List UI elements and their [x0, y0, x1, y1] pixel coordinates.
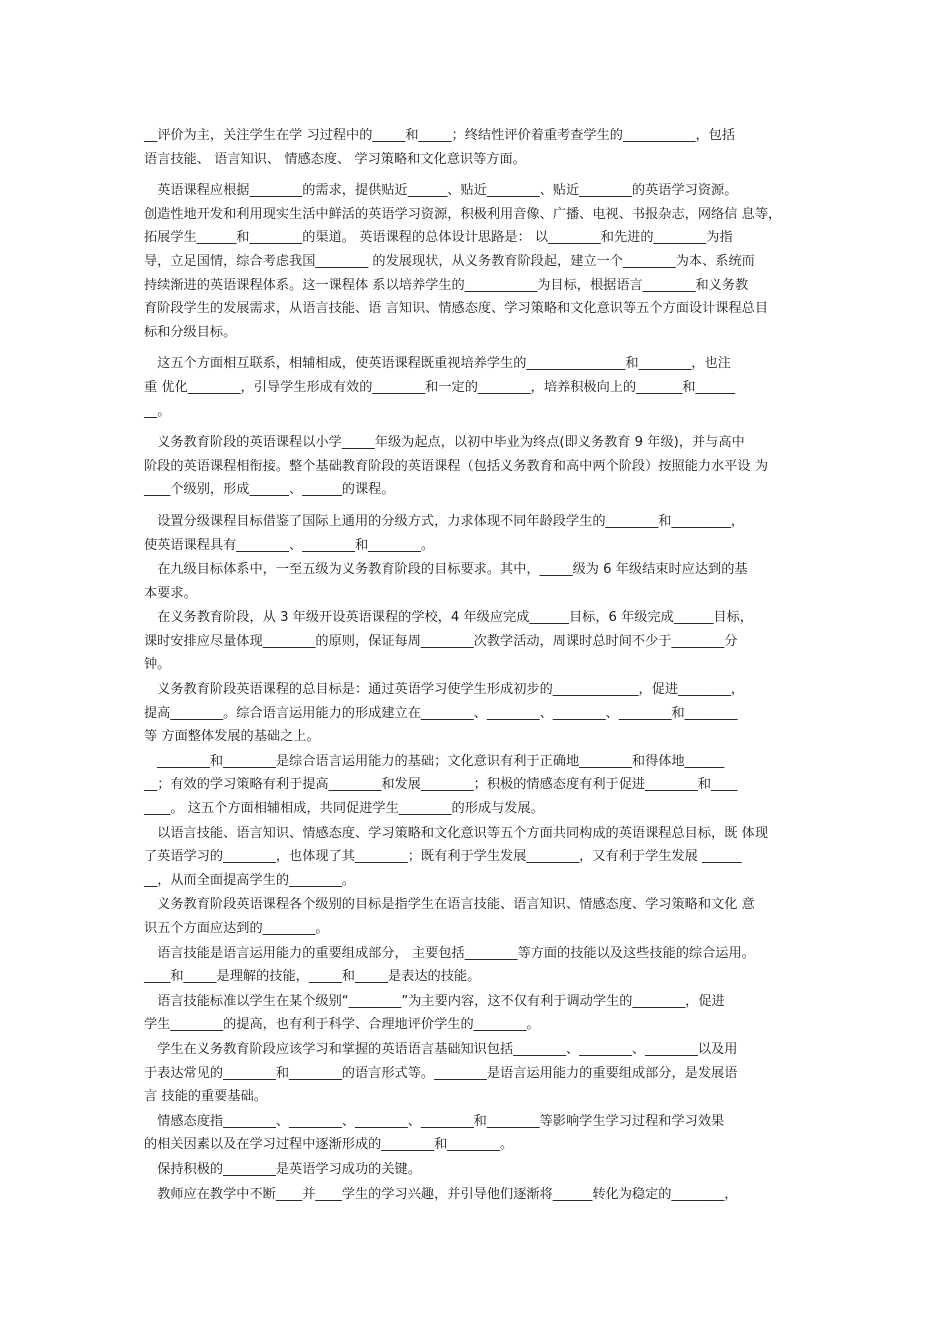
- text-line: 这五个方面相互联系，相辅相成，使英语课程既重视培养学生的_______________和________，也注: [144, 356, 731, 372]
- text-line: 的相关因素以及在学习过程中逐渐形成的________和________。: [144, 1137, 514, 1153]
- text-line: 持续渐进的英语课程体系。这一课程体 系以培养学生的___________为目标，根据语言________和义务教: [144, 277, 749, 293]
- text-line: 拓展学生______和________的渠道。 英语课程的总体设计思路是： 以________和先进的________为指: [144, 230, 733, 246]
- paragraph-language-skills: [144, 942, 814, 989]
- paragraph-language-knowledge: [144, 1038, 814, 1109]
- text-line: 语言技能标准以学生在某个级别“________”为主要内容，这不仅有利于调动学生的________，促进: [144, 993, 725, 1009]
- paragraph-resources: [144, 179, 814, 344]
- text-line: 设置分级课程目标借鉴了国际上通用的分级方式，力求体现不同年龄段学生的________和_________，: [144, 513, 745, 529]
- text-line: 语言技能是语言运用能力的重要组成部分， 主要包括________等方面的技能以及这些技能的综合运用。: [144, 945, 755, 961]
- text-line: 在义务教育阶段，从 3 年级开设英语课程的学校，4 年级应完成______目标，6 年级完成______目标，: [144, 610, 753, 626]
- text-line: 以语言技能、语言知识、情感态度、学习策略和文化意识等五个方面共同构成的英语课程总目标，既 体现: [144, 825, 769, 841]
- paragraph-total-goal: [144, 822, 814, 893]
- text-line: 义务教育阶段的英语课程以小学_____年级为起点，以初中毕业为终点(即义务教育 9 年级)，并与高中: [144, 435, 745, 451]
- paragraph-assessment: [144, 124, 814, 171]
- text-line: 言 技能的重要基础。: [144, 1089, 267, 1105]
- text-line: ____个级别，形成______、______的课程。: [144, 482, 395, 498]
- paragraph-five-aspects: [144, 352, 814, 423]
- text-line: 义务教育阶段英语课程各个级别的目标是指学生在语言技能、语言知识、情感态度、学习策略和文化 意: [144, 897, 755, 913]
- text-line: 标和分级目标。: [144, 324, 237, 340]
- paragraph-skill-standards: [144, 990, 814, 1037]
- paragraph-level-goals: [144, 893, 814, 940]
- text-line: __；有效的学习策略有利于提高________和发展________；积极的情感态度有利于促进________和____: [144, 777, 738, 793]
- text-line: 使英语课程具有________、________和________。: [144, 537, 435, 553]
- text-line: __，从而全面提高学生的________。: [144, 872, 355, 888]
- text-line: 保持积极的________是英语学习成功的关键。: [144, 1161, 421, 1177]
- text-line: 育阶段学生的发展需求，从语言技能、语 言知识、情感态度、学习策略和文化意识等五个方面设计课程总目: [144, 301, 769, 317]
- text-line: ________和________是综合语言运用能力的基础；文化意识有利于正确地________和得体地______: [144, 753, 725, 769]
- text-line: 教师应在教学中不断____并____学生的学习兴趣，并引导他们逐渐将______转化为稳定的________，: [144, 1186, 738, 1202]
- text-line: 等 方面整体发展的基础之上。: [144, 729, 320, 745]
- text-line: 义务教育阶段英语课程的总目标是：通过英语学习使学生形成初步的_____________，促进________，: [144, 682, 745, 698]
- text-line: 学生在义务教育阶段应该学习和掌握的英语语言基础知识包括________、________、________以及用: [144, 1041, 738, 1057]
- text-line: __。: [144, 403, 171, 419]
- text-line: 在九级目标体系中，一至五级为义务教育阶段的目标要求。其中，_____级为 6 年级结束时应达到的基: [144, 562, 748, 578]
- text-line: 钟。: [144, 657, 171, 673]
- text-line: 阶段的英语课程相衔接。整个基础教育阶段的英语课程（包括义务教育和高中两个阶段）按照能力水平设 为: [144, 458, 769, 474]
- paragraph-overall-goal: [144, 678, 814, 749]
- text-line: 了英语学习的________，也体现了其________；既有利于学生发展________，又有利于学生发展 ______: [144, 849, 742, 865]
- text-line: ____和_____是理解的技能，_____和_____是表达的技能。: [144, 969, 481, 985]
- text-line: 导，立足国情，综合考虑我国________ 的发展现状，从义务教育阶段起，建立一个________为本、系统而: [144, 253, 755, 269]
- paragraph-grade-levels: [144, 431, 814, 502]
- paragraph-affect: [144, 1110, 814, 1157]
- text-line: 英语课程应根据________的需求，提供贴近______、贴近________、贴近________的英语学习资源。: [144, 183, 738, 199]
- paragraph-schedule: [144, 606, 814, 677]
- text-line: 重 优化________，引导学生形成有效的________和一定的________，培养积极向上的_______和______: [144, 379, 736, 395]
- text-line: 课时安排应尽量体现________的原则，保证每周________次教学活动，周课时总时间不少于________分: [144, 633, 738, 649]
- text-line: 语言技能、 语言知识、 情感态度、 学习策略和文化意识等方面。: [144, 151, 526, 167]
- paragraph-positive-attitude: [144, 1158, 814, 1182]
- text-line: 创造性地开发和利用现实生活中鲜活的英语学习资源，积极利用音像、广播、电视、书报杂志，网络信 息等，: [144, 206, 782, 222]
- paragraph-graded-goals: [144, 510, 814, 557]
- paragraph-foundations: [144, 750, 814, 821]
- paragraph-nine-levels: [144, 558, 814, 605]
- text-line: __评价为主，关注学生在学 习过程中的_____和_____；终结性评价着重考查学生的___________，包括: [144, 128, 736, 143]
- text-line: ____。 这五个方面相辅相成，共同促进学生________的形成与发展。: [144, 801, 544, 817]
- text-line: 提高________。综合语言运用能力的形成建立在________、________、________、________和________: [144, 705, 738, 721]
- document-page: [144, 124, 814, 1207]
- paragraph-teacher-interest: [144, 1183, 814, 1207]
- text-line: 学生________的提高，也有利于科学、合理地评价学生的________。: [144, 1017, 540, 1033]
- text-line: 情感态度指________、________、________、________和________等影响学生学习过程和学习效果: [144, 1113, 725, 1129]
- text-line: 识五个方面应达到的________。: [144, 921, 329, 936]
- text-line: 本要求。: [144, 585, 197, 601]
- text-line: 于表达常见的________和________的语言形式等。________是语言运用能力的重要组成部分，是发展语: [144, 1065, 738, 1081]
